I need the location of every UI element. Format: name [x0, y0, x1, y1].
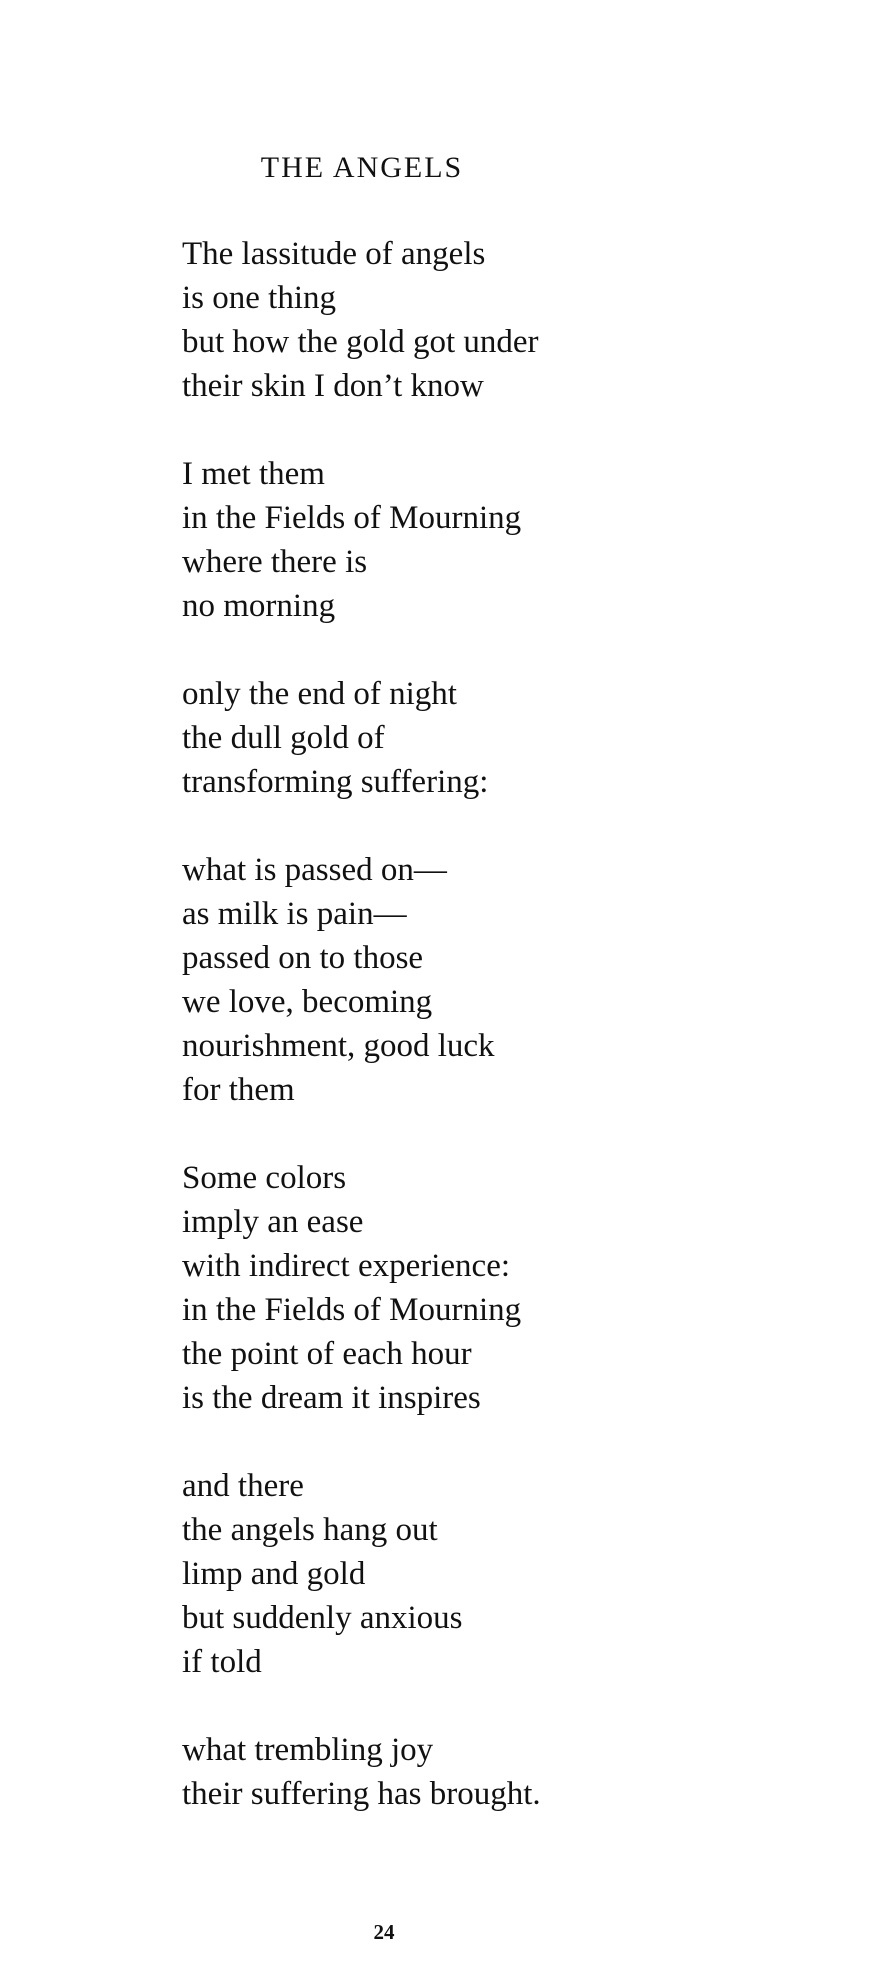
poem-line: as milk is pain— — [182, 896, 407, 932]
poem-line: but suddenly anxious — [182, 1600, 463, 1636]
poem-line: what trembling joy — [182, 1732, 434, 1768]
poem-line: transforming suffering: — [182, 764, 489, 800]
poem-line: in the Fields of Mourning — [182, 500, 522, 536]
poem-line: imply an ease — [182, 1204, 364, 1240]
poem-line: the dull gold of — [182, 720, 385, 756]
poem-line: but how the gold got under — [182, 324, 539, 360]
poem-line: in the Fields of Mourning — [182, 1292, 522, 1328]
poem-line: we love, becoming — [182, 984, 433, 1020]
poem-line: I met them — [182, 456, 325, 492]
poem-line: for them — [182, 1072, 295, 1108]
poem-line: and there — [182, 1468, 304, 1504]
poem-line: their suffering has brought. — [182, 1776, 541, 1812]
poem-title: THE ANGELS — [260, 151, 464, 184]
stanza-1 — [182, 232, 802, 408]
poem-line: limp and gold — [182, 1556, 366, 1592]
poem-line: their skin I don’t know — [182, 368, 484, 404]
poem-line: the point of each hour — [182, 1336, 472, 1372]
stanza-4 — [182, 848, 802, 1112]
page-number: 24 — [373, 1920, 395, 1944]
poem-line: passed on to those — [182, 940, 424, 976]
poem-line: is one thing — [182, 280, 336, 316]
stanza-5 — [182, 1156, 802, 1420]
poem-line: what is passed on— — [182, 852, 447, 888]
poem-line: The lassitude of angels — [182, 236, 486, 272]
stanza-6 — [182, 1464, 802, 1684]
stanza-2 — [182, 452, 802, 628]
poem-line: Some colors — [182, 1160, 347, 1196]
poem-line: where there is — [182, 544, 368, 580]
poem-line: no morning — [182, 588, 336, 624]
poem-line: only the end of night — [182, 676, 457, 712]
poem-line: is the dream it inspires — [182, 1380, 481, 1416]
poem-line: with indirect experience: — [182, 1248, 511, 1284]
stanza-3 — [182, 672, 802, 804]
poem-line: the angels hang out — [182, 1512, 438, 1548]
poem-line: nourishment, good luck — [182, 1028, 495, 1064]
poem-line: if told — [182, 1644, 262, 1680]
poem-body — [182, 232, 802, 1860]
stanza-7 — [182, 1728, 802, 1816]
